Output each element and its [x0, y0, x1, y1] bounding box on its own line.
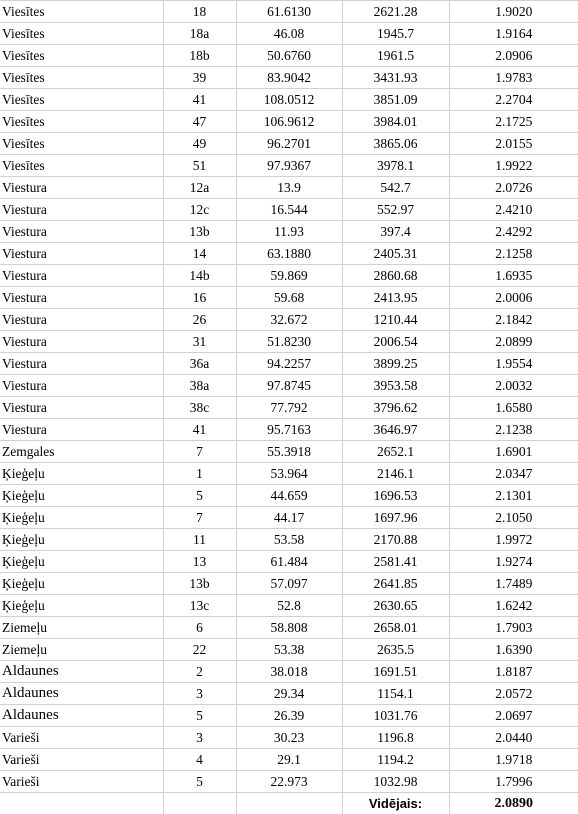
value-b-cell: 552.97 [342, 199, 449, 221]
house-number-cell: 16 [163, 287, 236, 309]
street-name-cell: Varieši [0, 749, 163, 771]
value-b-cell: 1196.8 [342, 727, 449, 749]
ratio-cell: 1.6242 [449, 595, 578, 617]
table-row [0, 177, 578, 199]
house-number-cell: 51 [163, 155, 236, 177]
ratio-cell: 2.1301 [449, 485, 578, 507]
value-a-cell: 55.3918 [236, 441, 342, 463]
value-a-cell: 30.23 [236, 727, 342, 749]
ratio-cell: 1.9554 [449, 353, 578, 375]
value-b-cell: 3984.01 [342, 111, 449, 133]
street-name-cell: Viesītes [0, 155, 163, 177]
street-name-cell: Ziemeļu [0, 617, 163, 639]
house-number-cell: 2 [163, 661, 236, 683]
house-number-cell: 49 [163, 133, 236, 155]
street-name-cell: Ķieģeļu [0, 463, 163, 485]
table-row [0, 595, 578, 617]
table-row [0, 309, 578, 331]
value-a-cell: 44.659 [236, 485, 342, 507]
house-number-cell: 5 [163, 485, 236, 507]
house-number-cell: 3 [163, 683, 236, 705]
house-number-cell: 39 [163, 67, 236, 89]
street-name-cell: Ķieģeļu [0, 595, 163, 617]
street-name-cell: Viesītes [0, 67, 163, 89]
house-number-cell: 6 [163, 617, 236, 639]
value-b-cell: 1945.7 [342, 23, 449, 45]
ratio-cell: 1.9274 [449, 551, 578, 573]
house-number-cell: 13c [163, 595, 236, 617]
value-b-cell: 3899.25 [342, 353, 449, 375]
value-b-cell: 3796.62 [342, 397, 449, 419]
table-row [0, 771, 578, 793]
value-b-cell: 1696.53 [342, 485, 449, 507]
value-a-cell: 46.08 [236, 23, 342, 45]
table-row [0, 507, 578, 529]
value-b-cell: 542.7 [342, 177, 449, 199]
table-row [0, 661, 578, 683]
table-row [0, 111, 578, 133]
value-a-cell: 53.38 [236, 639, 342, 661]
ratio-cell: 1.9972 [449, 529, 578, 551]
ratio-cell: 1.6901 [449, 441, 578, 463]
house-number-cell: 14b [163, 265, 236, 287]
value-a-cell: 32.672 [236, 309, 342, 331]
street-name-cell: Zemgales [0, 441, 163, 463]
value-b-cell: 2006.54 [342, 331, 449, 353]
street-name-cell: Viestura [0, 397, 163, 419]
street-name-cell: Viestura [0, 419, 163, 441]
ratio-cell: 2.0032 [449, 375, 578, 397]
value-b-cell: 2630.65 [342, 595, 449, 617]
house-number-cell: 12c [163, 199, 236, 221]
value-b-cell: 2860.68 [342, 265, 449, 287]
table-row [0, 485, 578, 507]
value-a-cell: 97.8745 [236, 375, 342, 397]
value-a-cell: 95.7163 [236, 419, 342, 441]
value-b-cell: 397.4 [342, 221, 449, 243]
house-number-cell: 18 [163, 1, 236, 23]
average-value: 2.0890 [449, 793, 578, 814]
street-name-cell: Viestura [0, 177, 163, 199]
table-row [0, 705, 578, 727]
value-b-cell: 3851.09 [342, 89, 449, 111]
value-a-cell: 61.484 [236, 551, 342, 573]
house-number-cell: 1 [163, 463, 236, 485]
house-number-cell: 22 [163, 639, 236, 661]
ratio-cell: 2.0440 [449, 727, 578, 749]
street-name-cell: Varieši [0, 727, 163, 749]
house-number-cell: 14 [163, 243, 236, 265]
value-a-cell: 26.39 [236, 705, 342, 727]
summary-row [0, 793, 578, 814]
ratio-cell: 2.2704 [449, 89, 578, 111]
house-number-cell: 41 [163, 89, 236, 111]
table-row [0, 155, 578, 177]
table-row [0, 573, 578, 595]
street-name-cell: Viestura [0, 221, 163, 243]
value-a-cell: 108.0512 [236, 89, 342, 111]
street-name-cell: Ķieģeļu [0, 573, 163, 595]
house-number-cell: 7 [163, 507, 236, 529]
value-a-cell: 16.544 [236, 199, 342, 221]
house-number-cell: 47 [163, 111, 236, 133]
value-a-cell: 53.964 [236, 463, 342, 485]
ratio-cell: 1.6935 [449, 265, 578, 287]
value-a-cell: 61.6130 [236, 1, 342, 23]
street-name-cell: Aldaunes [0, 705, 163, 727]
ratio-cell: 1.9783 [449, 67, 578, 89]
table-row [0, 23, 578, 45]
ratio-cell: 1.9718 [449, 749, 578, 771]
value-a-cell: 38.018 [236, 661, 342, 683]
ratio-cell: 2.4292 [449, 221, 578, 243]
value-a-cell: 106.9612 [236, 111, 342, 133]
house-number-cell: 38c [163, 397, 236, 419]
street-name-cell: Aldaunes [0, 683, 163, 705]
ratio-cell: 2.0155 [449, 133, 578, 155]
value-b-cell: 2170.88 [342, 529, 449, 551]
street-name-cell: Viesītes [0, 23, 163, 45]
house-number-cell: 13b [163, 221, 236, 243]
street-name-cell: Viestura [0, 375, 163, 397]
ratio-cell: 2.0697 [449, 705, 578, 727]
value-a-cell: 59.869 [236, 265, 342, 287]
table-row [0, 397, 578, 419]
street-name-cell: Ķieģeļu [0, 485, 163, 507]
ratio-cell: 1.7996 [449, 771, 578, 793]
value-a-cell: 58.808 [236, 617, 342, 639]
summary-empty-cell [0, 793, 163, 814]
table-row [0, 265, 578, 287]
street-name-cell: Viesītes [0, 1, 163, 23]
street-name-cell: Aldaunes [0, 661, 163, 683]
table-row [0, 419, 578, 441]
value-b-cell: 3953.58 [342, 375, 449, 397]
ratio-cell: 2.0906 [449, 45, 578, 67]
street-name-cell: Viesītes [0, 89, 163, 111]
value-b-cell: 3978.1 [342, 155, 449, 177]
house-number-cell: 11 [163, 529, 236, 551]
value-a-cell: 29.34 [236, 683, 342, 705]
table-row [0, 551, 578, 573]
ratio-cell: 1.6390 [449, 639, 578, 661]
house-number-cell: 31 [163, 331, 236, 353]
value-b-cell: 1032.98 [342, 771, 449, 793]
value-b-cell: 2413.95 [342, 287, 449, 309]
average-label: Vidējais: [342, 793, 449, 814]
table-row [0, 463, 578, 485]
value-b-cell: 1194.2 [342, 749, 449, 771]
table-row [0, 287, 578, 309]
value-a-cell: 22.973 [236, 771, 342, 793]
table-row [0, 331, 578, 353]
ratio-cell: 2.1842 [449, 309, 578, 331]
value-b-cell: 1961.5 [342, 45, 449, 67]
value-a-cell: 59.68 [236, 287, 342, 309]
ratio-cell: 2.0347 [449, 463, 578, 485]
ratio-cell: 2.0726 [449, 177, 578, 199]
value-b-cell: 2146.1 [342, 463, 449, 485]
value-b-cell: 3646.97 [342, 419, 449, 441]
street-name-cell: Ķieģeļu [0, 551, 163, 573]
ratio-cell: 2.1238 [449, 419, 578, 441]
house-number-cell: 26 [163, 309, 236, 331]
house-number-cell: 18b [163, 45, 236, 67]
street-name-cell: Viestura [0, 287, 163, 309]
street-name-cell: Viestura [0, 265, 163, 287]
ratio-cell: 2.4210 [449, 199, 578, 221]
ratio-cell: 1.6580 [449, 397, 578, 419]
ratio-cell: 2.1725 [449, 111, 578, 133]
table-row [0, 89, 578, 111]
value-a-cell: 52.8 [236, 595, 342, 617]
value-a-cell: 83.9042 [236, 67, 342, 89]
value-b-cell: 3865.06 [342, 133, 449, 155]
house-number-cell: 13 [163, 551, 236, 573]
street-name-cell: Ziemeļu [0, 639, 163, 661]
ratio-cell: 2.0899 [449, 331, 578, 353]
value-a-cell: 96.2701 [236, 133, 342, 155]
value-b-cell: 1691.51 [342, 661, 449, 683]
table-body [0, 1, 578, 793]
table-row [0, 529, 578, 551]
street-name-cell: Viestura [0, 353, 163, 375]
ratio-cell: 1.7489 [449, 573, 578, 595]
table-row [0, 243, 578, 265]
value-b-cell: 2652.1 [342, 441, 449, 463]
value-a-cell: 51.8230 [236, 331, 342, 353]
table-row [0, 617, 578, 639]
street-name-cell: Ķieģeļu [0, 507, 163, 529]
street-name-cell: Ķieģeļu [0, 529, 163, 551]
value-b-cell: 2635.5 [342, 639, 449, 661]
summary-empty-cell [163, 793, 236, 814]
table-row [0, 1, 578, 23]
street-name-cell: Viestura [0, 199, 163, 221]
house-number-cell: 41 [163, 419, 236, 441]
ratio-cell: 2.0572 [449, 683, 578, 705]
ratio-cell: 2.0006 [449, 287, 578, 309]
value-b-cell: 1154.1 [342, 683, 449, 705]
table-row [0, 441, 578, 463]
value-a-cell: 63.1880 [236, 243, 342, 265]
street-name-cell: Viesītes [0, 111, 163, 133]
table-row [0, 375, 578, 397]
street-name-cell: Viestura [0, 243, 163, 265]
house-number-cell: 5 [163, 705, 236, 727]
ratio-cell: 1.9922 [449, 155, 578, 177]
value-b-cell: 2641.85 [342, 573, 449, 595]
street-name-cell: Viesītes [0, 45, 163, 67]
value-a-cell: 94.2257 [236, 353, 342, 375]
house-number-cell: 4 [163, 749, 236, 771]
street-name-cell: Viestura [0, 331, 163, 353]
table-row [0, 133, 578, 155]
table-row [0, 639, 578, 661]
ratio-cell: 1.9164 [449, 23, 578, 45]
house-number-cell: 5 [163, 771, 236, 793]
ratio-cell: 2.1258 [449, 243, 578, 265]
value-b-cell: 1697.96 [342, 507, 449, 529]
house-number-cell: 3 [163, 727, 236, 749]
value-a-cell: 53.58 [236, 529, 342, 551]
value-a-cell: 11.93 [236, 221, 342, 243]
ratio-cell: 1.7903 [449, 617, 578, 639]
value-b-cell: 2405.31 [342, 243, 449, 265]
value-a-cell: 13.9 [236, 177, 342, 199]
ratio-cell: 1.8187 [449, 661, 578, 683]
table-row [0, 749, 578, 771]
table-row [0, 199, 578, 221]
value-a-cell: 44.17 [236, 507, 342, 529]
value-a-cell: 57.097 [236, 573, 342, 595]
value-b-cell: 1210.44 [342, 309, 449, 331]
table-row [0, 683, 578, 705]
summary-empty-cell [236, 793, 342, 814]
house-number-cell: 12a [163, 177, 236, 199]
house-number-cell: 13b [163, 573, 236, 595]
value-a-cell: 50.6760 [236, 45, 342, 67]
value-b-cell: 1031.76 [342, 705, 449, 727]
house-number-cell: 18a [163, 23, 236, 45]
street-name-cell: Varieši [0, 771, 163, 793]
house-number-cell: 7 [163, 441, 236, 463]
value-a-cell: 29.1 [236, 749, 342, 771]
ratio-cell: 1.9020 [449, 1, 578, 23]
table-row [0, 353, 578, 375]
street-name-cell: Viestura [0, 309, 163, 331]
value-b-cell: 3431.93 [342, 67, 449, 89]
value-b-cell: 2658.01 [342, 617, 449, 639]
house-number-cell: 36a [163, 353, 236, 375]
value-a-cell: 97.9367 [236, 155, 342, 177]
street-name-cell: Viesītes [0, 133, 163, 155]
ratio-cell: 2.1050 [449, 507, 578, 529]
table-row [0, 221, 578, 243]
value-b-cell: 2621.28 [342, 1, 449, 23]
table-row [0, 67, 578, 89]
house-number-cell: 38a [163, 375, 236, 397]
table-row [0, 45, 578, 67]
table-row [0, 727, 578, 749]
value-b-cell: 2581.41 [342, 551, 449, 573]
value-a-cell: 77.792 [236, 397, 342, 419]
